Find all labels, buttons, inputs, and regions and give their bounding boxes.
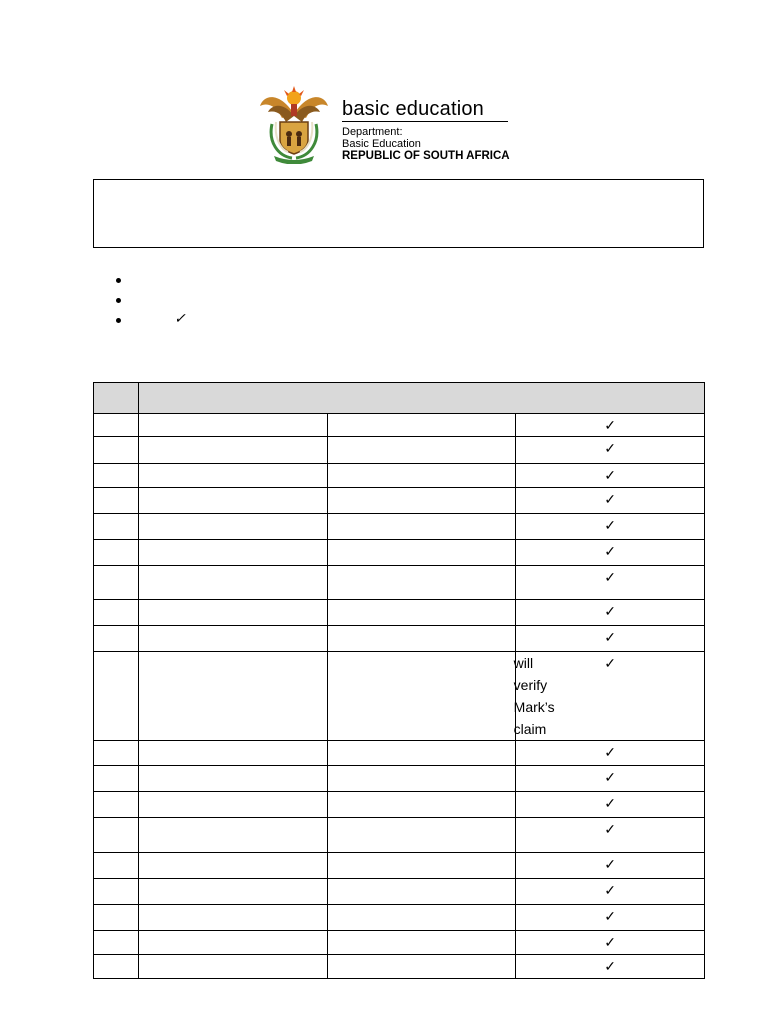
row-answer-cell bbox=[327, 414, 516, 437]
row-number-cell bbox=[94, 905, 139, 931]
table-row bbox=[94, 931, 705, 955]
brand-line-basic-education: Basic Education bbox=[342, 138, 421, 150]
row-answer-cell bbox=[327, 818, 516, 853]
row-tick-mark: ✓ bbox=[516, 818, 705, 853]
memorandum-table bbox=[93, 382, 705, 979]
bullet-dot bbox=[116, 318, 121, 323]
row-number-cell bbox=[94, 514, 139, 540]
coat-of-arms-logo bbox=[258, 84, 330, 164]
row-tick-mark: ✓ bbox=[516, 853, 705, 879]
row-tick-mark: ✓ bbox=[516, 792, 705, 818]
row-number-cell bbox=[94, 600, 139, 626]
row-number-cell bbox=[94, 540, 139, 566]
row-tick-mark: ✓ bbox=[516, 437, 705, 464]
instruction-box bbox=[93, 179, 704, 248]
row-sub-number-cell bbox=[139, 540, 328, 566]
table-row bbox=[94, 488, 705, 514]
row-tick-mark: ✓ bbox=[516, 741, 705, 766]
table-row bbox=[94, 766, 705, 792]
row-tick-mark: ✓ bbox=[516, 488, 705, 514]
row-tick-mark: ✓ bbox=[516, 652, 705, 741]
table-row bbox=[94, 566, 705, 600]
row-sub-number-cell bbox=[139, 514, 328, 540]
row-sub-number-cell bbox=[139, 879, 328, 905]
table-header-row bbox=[94, 383, 705, 414]
table-row bbox=[94, 818, 705, 853]
row-sub-number-cell bbox=[139, 905, 328, 931]
row-tick-mark: ✓ bbox=[516, 600, 705, 626]
row-sub-number-cell bbox=[139, 600, 328, 626]
row-sub-number-cell bbox=[139, 818, 328, 853]
row-number-cell bbox=[94, 566, 139, 600]
row-number-cell bbox=[94, 792, 139, 818]
table-row bbox=[94, 905, 705, 931]
bullet-dot bbox=[116, 298, 121, 303]
row-sub-number-cell bbox=[139, 488, 328, 514]
row-answer-cell bbox=[327, 741, 516, 766]
row-answer-cell bbox=[327, 853, 516, 879]
row-answer-cell bbox=[327, 437, 516, 464]
row-number-cell bbox=[94, 414, 139, 437]
row-sub-number-cell bbox=[139, 626, 328, 652]
row-sub-number-cell bbox=[139, 931, 328, 955]
table-row bbox=[94, 879, 705, 905]
row-answer-cell bbox=[327, 600, 516, 626]
row-tick-mark: ✓ bbox=[516, 414, 705, 437]
bullet-dot bbox=[116, 278, 121, 283]
row-answer-cell bbox=[327, 931, 516, 955]
row-answer-cell bbox=[327, 488, 516, 514]
row-answer-cell bbox=[327, 514, 516, 540]
table-row bbox=[94, 514, 705, 540]
row-tick-mark: ✓ bbox=[516, 464, 705, 488]
row-sub-number-cell bbox=[139, 766, 328, 792]
table-row bbox=[94, 853, 705, 879]
row-number-cell bbox=[94, 766, 139, 792]
table-row bbox=[94, 792, 705, 818]
row-number-cell bbox=[94, 626, 139, 652]
brand-title: basic education bbox=[342, 98, 484, 120]
row-answer-cell bbox=[327, 879, 516, 905]
row-number-cell bbox=[94, 818, 139, 853]
header-cell-content bbox=[139, 383, 705, 414]
header-cell-number bbox=[94, 383, 139, 414]
row-sub-number-cell bbox=[139, 437, 328, 464]
row-sub-number-cell bbox=[139, 955, 328, 979]
row-number-cell bbox=[94, 955, 139, 979]
row-number-cell bbox=[94, 437, 139, 464]
row-tick-mark: ✓ bbox=[516, 540, 705, 566]
row-answer-cell bbox=[327, 464, 516, 488]
row-tick-mark: ✓ bbox=[516, 905, 705, 931]
table-row bbox=[94, 414, 705, 437]
row-answer-cell bbox=[327, 955, 516, 979]
row-sub-number-cell bbox=[139, 414, 328, 437]
row-answer-text: will verify Mark’s claim bbox=[513, 655, 555, 737]
row-tick-mark: ✓ bbox=[516, 626, 705, 652]
row-sub-number-cell bbox=[139, 652, 328, 741]
row-tick-mark: ✓ bbox=[516, 931, 705, 955]
table-row bbox=[94, 464, 705, 488]
row-number-cell bbox=[94, 931, 139, 955]
row-number-cell bbox=[94, 488, 139, 514]
row-sub-number-cell bbox=[139, 741, 328, 766]
row-tick-mark: ✓ bbox=[516, 879, 705, 905]
table-row bbox=[94, 437, 705, 464]
row-tick-mark: ✓ bbox=[516, 955, 705, 979]
bullet-text-tick: ✓ bbox=[174, 310, 186, 326]
brand-line-department: Department: bbox=[342, 126, 403, 138]
row-number-cell bbox=[94, 853, 139, 879]
row-answer-cell bbox=[327, 626, 516, 652]
table-row bbox=[94, 741, 705, 766]
row-sub-number-cell bbox=[139, 566, 328, 600]
row-answer-cell bbox=[327, 792, 516, 818]
brand-divider bbox=[342, 121, 508, 122]
row-answer-cell bbox=[327, 652, 555, 741]
row-tick-mark: ✓ bbox=[516, 514, 705, 540]
row-tick-mark: ✓ bbox=[516, 766, 705, 792]
brand-line-country: REPUBLIC OF SOUTH AFRICA bbox=[342, 150, 510, 162]
row-tick-mark: ✓ bbox=[516, 566, 705, 600]
table-row bbox=[94, 540, 705, 566]
row-sub-number-cell bbox=[139, 464, 328, 488]
row-number-cell bbox=[94, 879, 139, 905]
row-answer-cell bbox=[327, 566, 516, 600]
row-number-cell bbox=[94, 741, 139, 766]
row-sub-number-cell bbox=[139, 853, 328, 879]
table-row bbox=[94, 955, 705, 979]
department-branding bbox=[342, 98, 512, 162]
row-sub-number-cell bbox=[139, 792, 328, 818]
table-row bbox=[94, 626, 705, 652]
table-row bbox=[94, 600, 705, 626]
row-number-cell bbox=[94, 652, 139, 741]
row-number-cell bbox=[94, 464, 139, 488]
table-row bbox=[94, 652, 705, 741]
row-answer-cell bbox=[327, 766, 516, 792]
row-answer-cell bbox=[327, 905, 516, 931]
row-answer-cell bbox=[327, 540, 516, 566]
